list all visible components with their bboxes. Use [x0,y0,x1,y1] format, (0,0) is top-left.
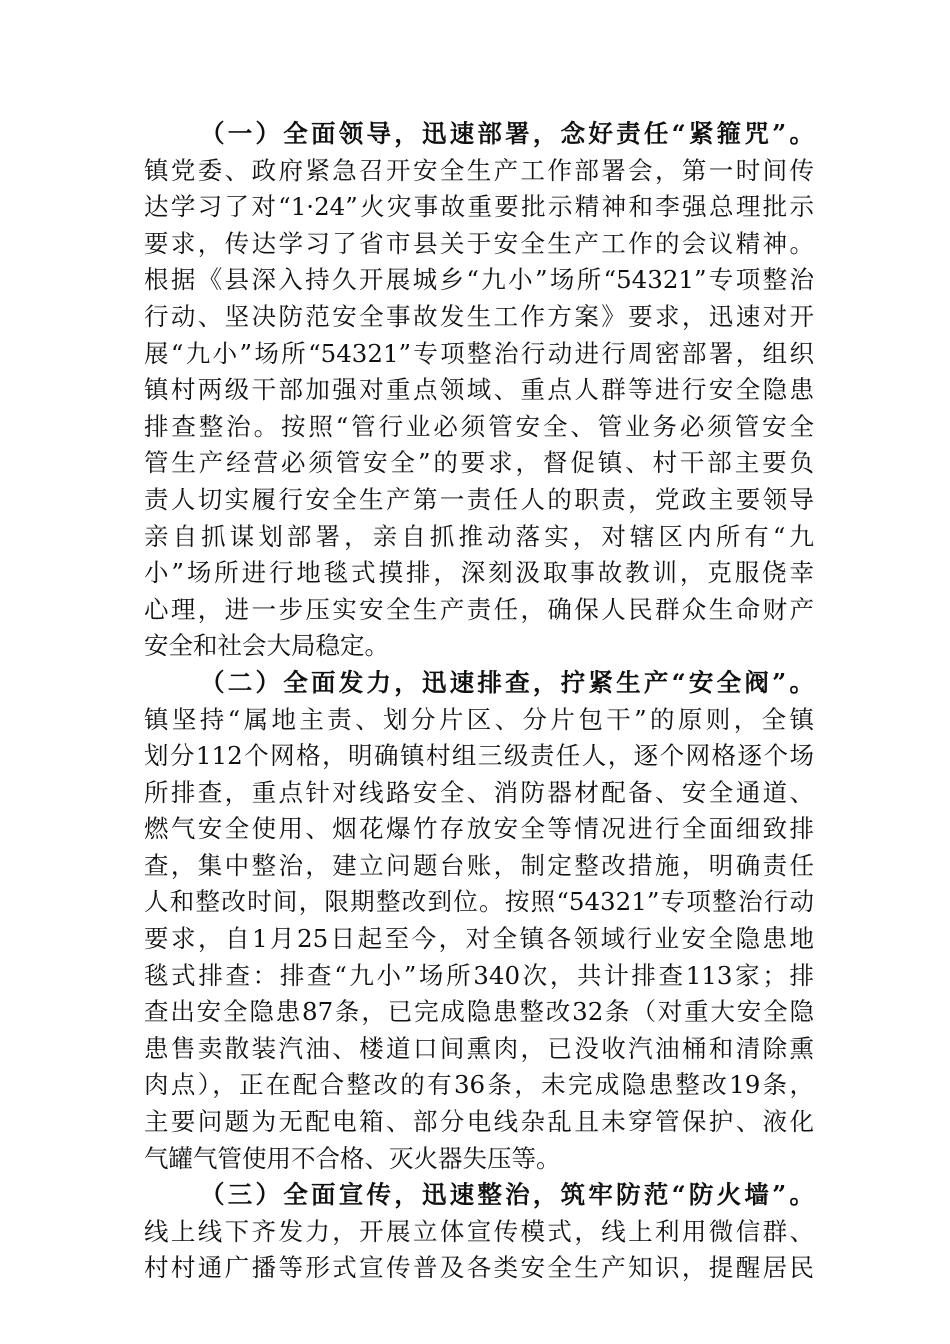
body-text-line: 小”场所进行地毯式摸排，深刻汲取事故教训，克服侥幸 [144,558,814,588]
body-text-line: 肉点），正在配合整改的有36条，未完成隐患整改19条， [144,1070,814,1100]
body-text-line: 要求，传达学习了省市县关于安全生产工作的会议精神。 [144,228,814,258]
body-text-line: 线上线下齐发力，开展立体宣传模式，线上利用微信群、 [144,1216,814,1246]
body-text-line: 人和整改时间，限期整改到位。按照“54321”专项整治行动 [144,887,814,917]
body-text-line: 亲自抓谋划部署，亲自抓推动落实，对辖区内所有“九 [144,521,814,551]
body-text-line: 查出安全隐患87条，已完成隐患整改32条（对重大安全隐 [144,997,814,1027]
body-text-line: 心理，进一步压实安全生产责任，确保人民群众生命财产 [144,594,814,624]
body-text-line: 安全和社会大局稳定。 [144,631,389,661]
body-text-line: 镇村两级干部加强对重点领域、重点人群等进行安全隐患 [144,375,814,405]
section-heading-line: （二）全面发力，迅速排查，拧紧生产“安全阀”。 [200,667,814,697]
document-body [144,116,814,1287]
body-text-line: 查，集中整治，建立问题台账，制定整改措施，明确责任 [144,850,814,880]
body-text-line: 毯式排查：排查“九小”场所340次，共计排查113家；排 [144,960,814,990]
body-text-line: 所排查，重点针对线路安全、消防器材配备、安全通道、 [144,777,814,807]
body-text-line: 责人切实履行安全生产第一责任人的职责，党政主要领导 [144,484,814,514]
body-text-line: 镇坚持“属地主责、划分片区、分片包干”的原则，全镇 [144,704,814,734]
section-heading-line: （三）全面宣传，迅速整治，筑牢防范“防火墙”。 [200,1180,814,1210]
body-text-line: 展“九小”场所“54321”专项整治行动进行周密部署，组织 [144,338,814,368]
body-text-line: 患售卖散装汽油、楼道口间熏肉，已没收汽油桶和清除熏 [144,1033,814,1063]
body-text-line: 根据《县深入持久开展城乡“九小”场所“54321”专项整治 [144,265,814,295]
body-text-line: 管生产经营必须管安全”的要求，督促镇、村干部主要负 [144,448,814,478]
body-text-line: 主要问题为无配电箱、部分电线杂乱且未穿管保护、液化 [144,1107,814,1137]
body-text-line: 村村通广播等形式宣传普及各类安全生产知识，提醒居民 [144,1253,814,1283]
body-text-line: 排查整治。按照“管行业必须管安全、管业务必须管安全 [144,411,814,441]
body-text-line: 达学习了对“1·24”火灾事故重要批示精神和李强总理批示 [144,192,814,222]
body-text-line: 气罐气管使用不合格、灭火器失压等。 [144,1143,561,1173]
body-text-line: 行动、坚决防范安全事故发生工作方案》要求，迅速对开 [144,301,814,331]
body-text-line: 燃气安全使用、烟花爆竹存放安全等情况进行全面细致排 [144,814,814,844]
section-heading-line: （一）全面领导，迅速部署，念好责任“紧箍咒”。 [200,119,814,148]
body-text-line: 镇党委、政府紧急召开安全生产工作部署会，第一时间传 [144,155,814,185]
body-text-line: 要求，自1月25日起至今，对全镇各领域行业安全隐患地 [144,924,814,954]
body-text-line: 划分112个网格，明确镇村组三级责任人，逐个网格逐个场 [144,741,814,771]
